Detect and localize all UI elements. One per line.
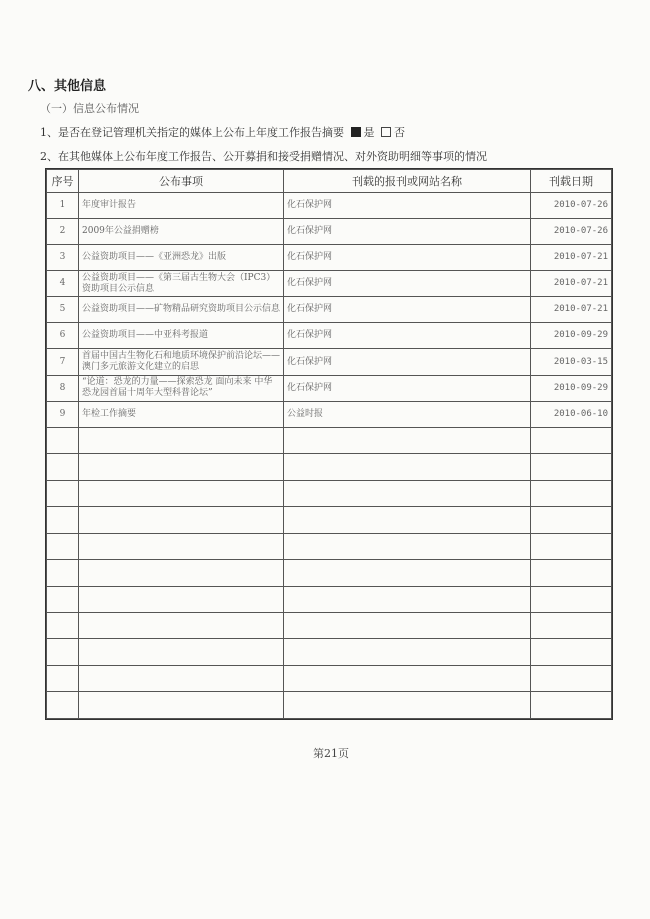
empty-cell <box>47 560 79 586</box>
publication-table <box>45 168 613 720</box>
empty-table-row <box>47 665 612 691</box>
empty-table-row <box>47 692 612 719</box>
row-index: 2 <box>47 219 79 245</box>
row-date: 2010-07-21 <box>531 271 612 297</box>
row-date: 2010-07-26 <box>531 219 612 245</box>
row-outlet: 化石保护网 <box>284 323 531 349</box>
table-row <box>47 349 612 375</box>
question-annual-report <box>40 124 405 140</box>
empty-cell <box>284 586 531 612</box>
row-date: 2010-09-29 <box>531 375 612 401</box>
empty-cell <box>284 692 531 719</box>
empty-cell <box>531 612 612 638</box>
header-date: 刊载日期 <box>531 170 612 193</box>
row-outlet: 化石保护网 <box>284 219 531 245</box>
empty-cell <box>79 560 284 586</box>
empty-cell <box>79 480 284 506</box>
row-item: 年检工作摘要 <box>79 401 284 427</box>
empty-cell <box>284 639 531 665</box>
empty-table-row <box>47 639 612 665</box>
empty-cell <box>47 665 79 691</box>
row-item: “论道：恐龙的力量——探索恐龙 面向未来 中华恐龙园首届十周年大型科普论坛” <box>79 375 284 401</box>
empty-cell <box>284 612 531 638</box>
row-item: 公益资助项目——中亚科考报道 <box>79 323 284 349</box>
row-item: 2009年公益捐赠榜 <box>79 219 284 245</box>
table-row <box>47 297 612 323</box>
empty-cell <box>47 454 79 480</box>
row-outlet: 化石保护网 <box>284 349 531 375</box>
empty-cell <box>79 639 284 665</box>
empty-cell <box>284 480 531 506</box>
page-number: 第21页 <box>313 747 349 760</box>
empty-cell <box>531 480 612 506</box>
checked-box-icon <box>351 127 361 137</box>
header-item: 公布事项 <box>79 170 284 193</box>
table-row <box>47 375 612 401</box>
table-row <box>47 323 612 349</box>
row-outlet: 化石保护网 <box>284 297 531 323</box>
empty-cell <box>79 533 284 559</box>
empty-cell <box>531 692 612 719</box>
empty-cell <box>47 507 79 533</box>
option-no: 否 <box>394 126 405 139</box>
empty-cell <box>531 560 612 586</box>
row-date: 2010-07-26 <box>531 193 612 219</box>
empty-cell <box>79 507 284 533</box>
empty-table-row <box>47 586 612 612</box>
empty-table-row <box>47 612 612 638</box>
row-outlet: 化石保护网 <box>284 375 531 401</box>
empty-table-row <box>47 427 612 453</box>
table-header-row <box>47 170 612 193</box>
row-outlet: 化石保护网 <box>284 193 531 219</box>
empty-cell <box>47 612 79 638</box>
subsection-title: （一）信息公布情况 <box>40 102 139 115</box>
empty-cell <box>531 665 612 691</box>
empty-cell <box>47 639 79 665</box>
row-item: 公益资助项目——《第三届古生物大会（IPC3）资助项目公示信息 <box>79 271 284 297</box>
section-title: 八、其他信息 <box>28 79 107 94</box>
header-index: 序号 <box>47 170 79 193</box>
question-other-media: 2、在其他媒体上公布年度工作报告、公开募捐和接受捐赠情况、对外资助明细等事项的情况 <box>40 150 487 163</box>
option-yes: 是 <box>363 126 375 139</box>
empty-cell <box>284 665 531 691</box>
empty-cell <box>284 560 531 586</box>
empty-cell <box>47 692 79 719</box>
row-index: 6 <box>47 323 79 349</box>
row-item: 年度审计报告 <box>79 193 284 219</box>
row-outlet: 公益时报 <box>284 401 531 427</box>
empty-cell <box>47 533 79 559</box>
table-row <box>47 219 612 245</box>
row-index: 5 <box>47 297 79 323</box>
row-index: 4 <box>47 271 79 297</box>
publication-grid <box>46 169 612 719</box>
row-index: 9 <box>47 401 79 427</box>
row-index: 1 <box>47 193 79 219</box>
empty-table-row <box>47 533 612 559</box>
table-row <box>47 271 612 297</box>
empty-cell <box>79 665 284 691</box>
empty-cell <box>284 427 531 453</box>
row-date: 2010-07-21 <box>531 297 612 323</box>
table-row <box>47 245 612 271</box>
empty-cell <box>284 454 531 480</box>
row-outlet: 化石保护网 <box>284 271 531 297</box>
empty-cell <box>47 427 79 453</box>
header-outlet: 刊载的报刊或网站名称 <box>284 170 531 193</box>
table-row <box>47 193 612 219</box>
unchecked-box-icon <box>381 127 391 137</box>
empty-table-row <box>47 454 612 480</box>
empty-cell <box>79 586 284 612</box>
empty-cell <box>531 507 612 533</box>
empty-cell <box>531 533 612 559</box>
empty-cell <box>531 427 612 453</box>
table-row <box>47 401 612 427</box>
row-item: 公益资助项目——《亚洲恐龙》出版 <box>79 245 284 271</box>
row-date: 2010-06-10 <box>531 401 612 427</box>
empty-cell <box>284 533 531 559</box>
empty-table-row <box>47 560 612 586</box>
row-outlet: 化石保护网 <box>284 245 531 271</box>
empty-cell <box>79 427 284 453</box>
empty-cell <box>531 639 612 665</box>
question-label: 1、是否在登记管理机关指定的媒体上公布上年度工作报告摘要 <box>40 126 344 139</box>
empty-cell <box>79 692 284 719</box>
empty-cell <box>531 454 612 480</box>
empty-cell <box>531 586 612 612</box>
empty-cell <box>47 480 79 506</box>
row-date: 2010-09-29 <box>531 323 612 349</box>
empty-table-row <box>47 480 612 506</box>
empty-cell <box>47 586 79 612</box>
empty-cell <box>284 507 531 533</box>
row-item: 公益资助项目——矿物精品研究资助项目公示信息 <box>79 297 284 323</box>
row-date: 2010-07-21 <box>531 245 612 271</box>
empty-cell <box>79 454 284 480</box>
row-date: 2010-03-15 <box>531 349 612 375</box>
row-index: 7 <box>47 349 79 375</box>
row-index: 3 <box>47 245 79 271</box>
row-item: 首届中国古生物化石和地质环境保护前沿论坛——澳门多元旅游文化建立的启思 <box>79 349 284 375</box>
row-index: 8 <box>47 375 79 401</box>
empty-cell <box>79 612 284 638</box>
empty-table-row <box>47 507 612 533</box>
